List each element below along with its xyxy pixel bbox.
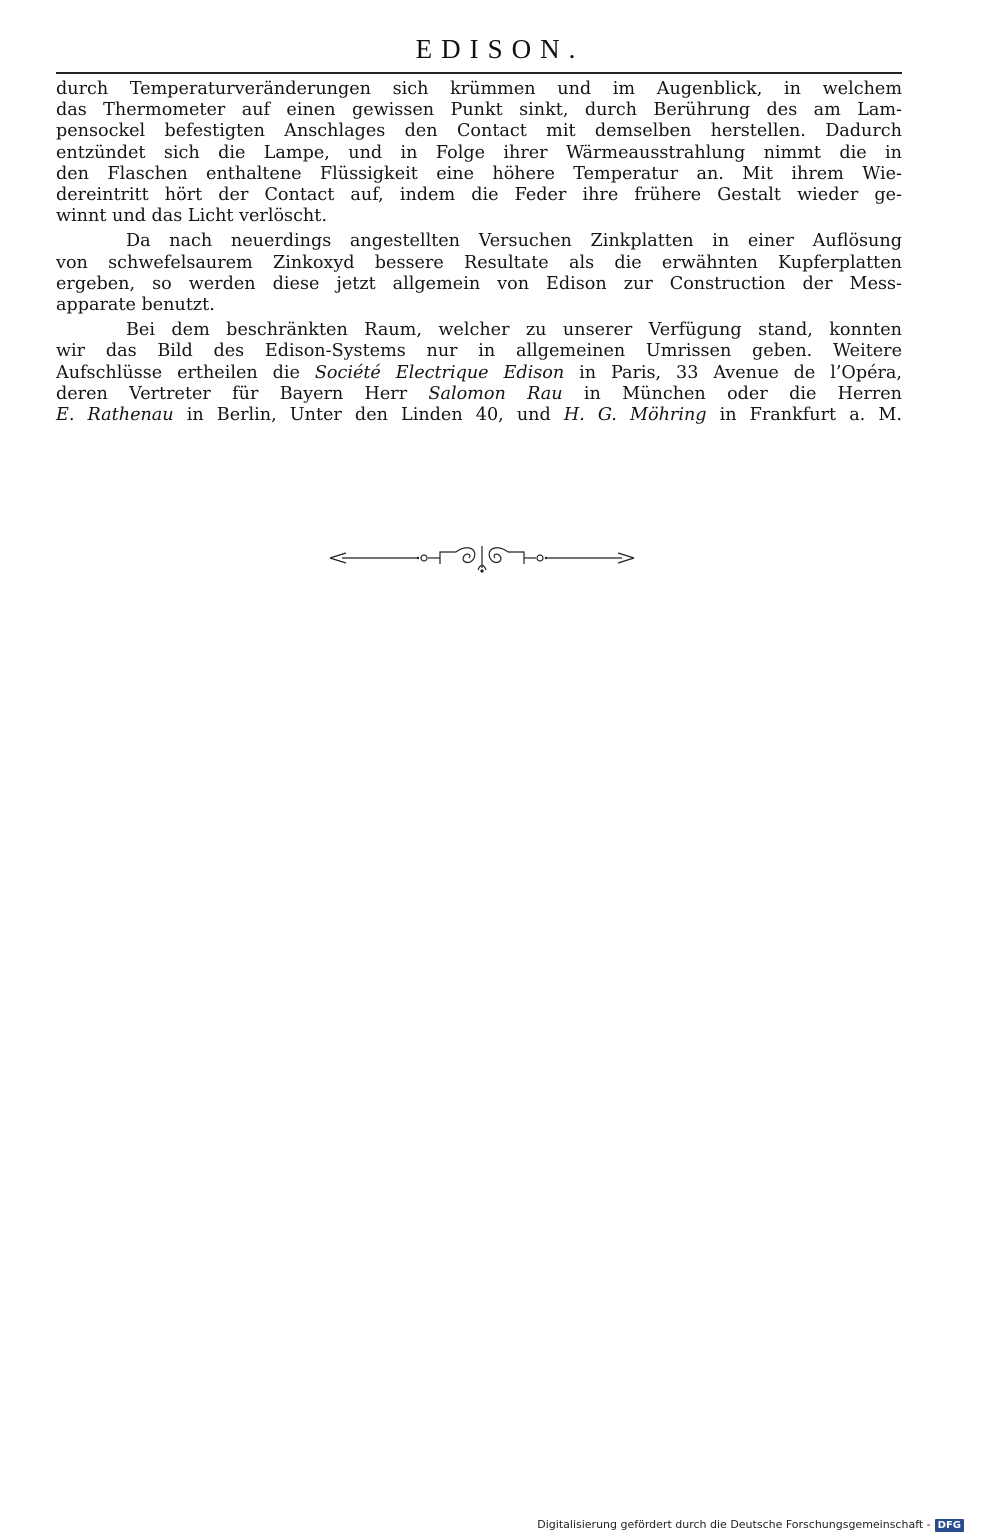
person-name: H. G. Möhring xyxy=(563,405,707,426)
text-line: apparate benutzt. xyxy=(56,295,215,316)
text-run: deren Vertreter für Bayern Herr xyxy=(56,383,429,404)
credit-text: Digitalisierung gefördert durch die Deutsche Forschungsgemeinschaft - xyxy=(537,1518,931,1531)
text-line: pensockel befestigten Anschlages den Contact mit demselben herstellen. Dadurch xyxy=(56,121,902,142)
company-name: Société Electrique Edison xyxy=(314,362,565,383)
text-run: in Frankfurt a. M. xyxy=(706,405,902,426)
paragraph-2 xyxy=(56,231,902,316)
text-line: von schwefelsaurem Zinkoxyd bessere Resultate als die erwähnten Kupferplatten xyxy=(56,252,902,273)
paragraph-1 xyxy=(56,79,902,227)
text-run: in Berlin, Unter den Linden 40, und xyxy=(173,405,564,426)
paragraph-3 xyxy=(56,320,902,426)
person-name: Salomon Rau xyxy=(428,383,563,404)
dfg-logo: DFG xyxy=(935,1519,964,1532)
text-line: den Flaschen enthaltene Flüssigkeit eine höhere Temperatur an. Mit ihrem Wie- xyxy=(56,163,902,184)
text-line: durch Temperaturveränderungen sich krümmen und im Augenblick, in welchem xyxy=(56,79,902,99)
text-line: winnt und das Licht verlöscht. xyxy=(56,206,327,227)
body-text xyxy=(56,79,902,430)
text-run: in Paris, 33 Avenue de l’Opéra, xyxy=(564,362,903,383)
text-line xyxy=(56,363,902,384)
text-line: entzündet sich die Lampe, und in Folge ihrer Wärmeausstrahlung nimmt die in xyxy=(56,142,902,163)
text-line: wir das Bild des Edison-Systems nur in allgemeinen Umrissen geben. Weitere xyxy=(56,341,902,362)
person-name: E. Rathenau xyxy=(56,405,174,426)
digitization-credit xyxy=(537,1518,964,1532)
text-line: das Thermometer auf einen gewissen Punkt sinkt, durch Berührung des am Lam- xyxy=(56,100,902,121)
text-line: Da nach neuerdings angestellten Versuchen Zinkplatten in einer Auflösung xyxy=(126,231,902,252)
header-rule xyxy=(56,72,902,74)
text-run: in München oder die Herren xyxy=(562,383,902,404)
text-line: dereintritt hört der Contact auf, indem die Feder ihre frühere Gestalt wieder ge- xyxy=(56,185,902,206)
vignette-ornament-icon xyxy=(328,540,636,576)
text-line xyxy=(56,384,902,405)
page-title: EDISON. xyxy=(415,34,585,64)
text-line xyxy=(56,405,902,426)
text-run: Aufschlüsse ertheilen die xyxy=(56,362,315,383)
text-line: ergeben, so werden diese jetzt allgemein von Edison zur Construction der Mess- xyxy=(56,273,902,294)
text-line: Bei dem beschränkten Raum, welcher zu unserer Verfügung stand, konnten xyxy=(126,320,902,341)
